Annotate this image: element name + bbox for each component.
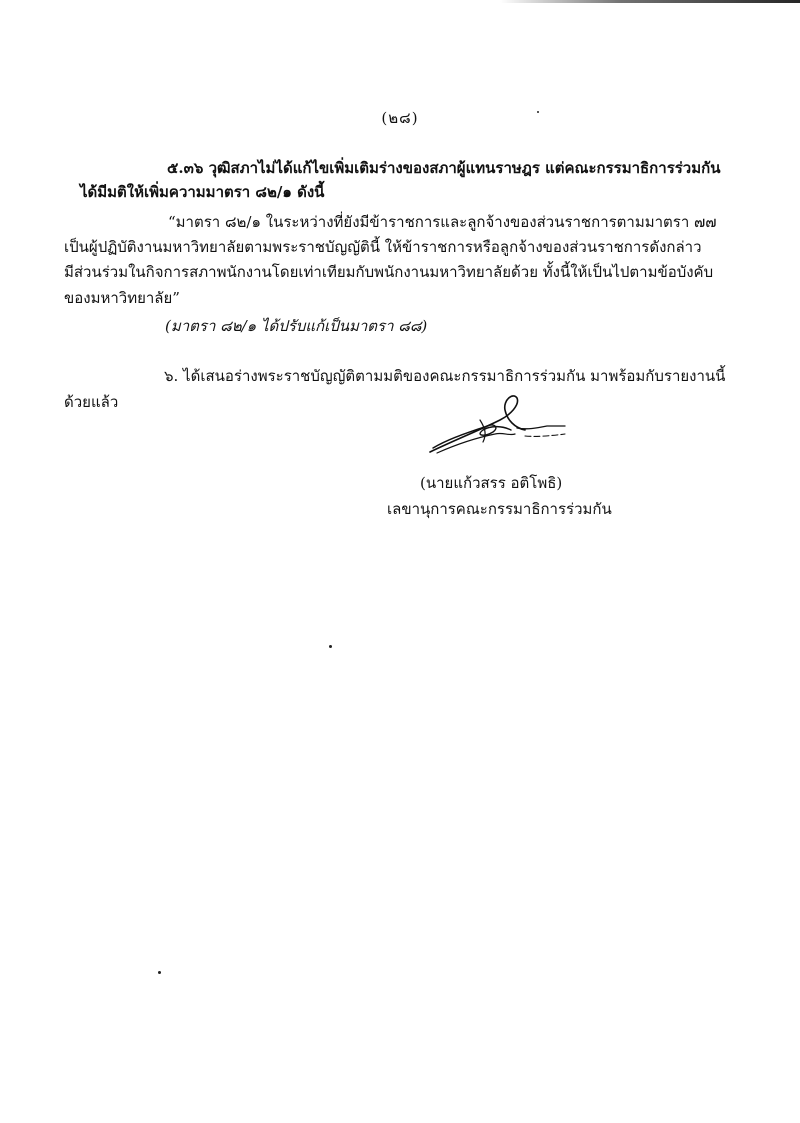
scan-speck (537, 111, 539, 113)
quote-line-1: “มาตรา ๘๒/๑ ในระหว่างที่ยังมีข้าราชการและลูกจ้างของส่วนราชการตามมาตรา ๗๗ (168, 213, 717, 231)
section-6-line-2: ด้วยแล้ว (64, 393, 119, 411)
handwritten-signature (425, 390, 575, 460)
section-6-line-1: ๖. ได้เสนอร่างพระราชบัญญัติตามมติของคณะกรรมาธิการร่วมกัน มาพร้อมกับรายงานนี้ (164, 367, 726, 385)
section-5-36-line-2: ได้มีมติให้เพิ่มความมาตรา ๘๒/๑ ดังนี้ (80, 183, 325, 201)
signatory-name: (นายแก้วสรร อติโพธิ) (420, 474, 563, 492)
scan-edge-shadow (500, 0, 800, 3)
quote-line-3: มีส่วนร่วมในกิจการสภาพนักงานโดยเท่าเทียมกับพนักงานมหาวิทยาลัยด้วย ทั้งนี้ให้เป็นไปตามข้อบังคับ (64, 263, 714, 281)
section-5-36-line-1: ๕.๓๖ วุฒิสภาไม่ได้แก้ไขเพิ่มเติมร่างของสภาผู้แทนราษฎร แต่คณะกรรมาธิการร่วมกัน (167, 159, 721, 177)
amendment-note: (มาตรา ๘๒/๑ ได้ปรับแก้เป็นมาตรา ๘๘) (165, 317, 428, 335)
scan-speck (158, 971, 161, 974)
quote-line-4: ของมหาวิทยาลัย” (64, 289, 180, 307)
signatory-title: เลขานุการคณะกรรมาธิการร่วมกัน (387, 500, 612, 518)
quote-line-2: เป็นผู้ปฏิบัติงานมหาวิทยาลัยตามพระราชบัญญัตินี้ ให้ข้าราชการหรือลูกจ้างของส่วนราชการดังกล่าว (64, 238, 702, 256)
scan-speck (329, 645, 332, 648)
page-number: (๒๘) (381, 109, 419, 127)
